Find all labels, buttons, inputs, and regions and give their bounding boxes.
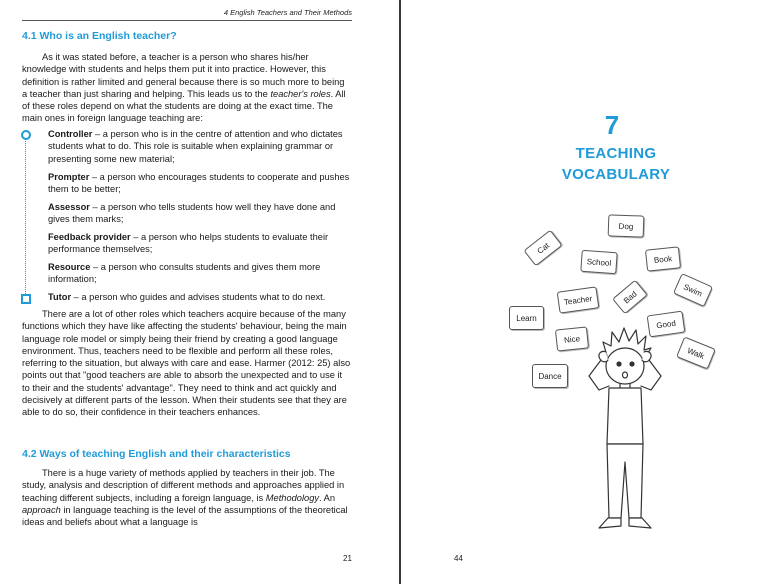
intro-paragraph: As it was stated before, a teacher is a person who shares his/her knowledge with students and helps them put it into practice. However, this definition is rather limited and general because there is so much more to being a teacher than just sharing and helping. This leads us to the teacher's roles. All of these roles depend on what the students are doing at the exact time. The main ones in foreign language teaching are: — [22, 52, 346, 124]
chapter-title-line1: TEACHING — [575, 145, 657, 162]
square-bullet-icon — [21, 294, 31, 304]
term-approach: approach — [22, 504, 61, 515]
word-card-walk: Walk — [676, 336, 716, 369]
word-card-bad: Bad — [612, 280, 648, 315]
roles-discussion-paragraph: There are a lot of other roles which teachers acquire because of the many functions which they have like affecting the students' behaviour, being the main language role model or simply being their friend by creating a good language environment. Thus, teachers need to be flexible and perform all these roles, referring to the situation, but always with care and ease. Harmer (2012: 25) also points out that "good teachers are able to absorb the unexpected and to use it to their and the students' advantage". They need to think and act quickly and decisively at different parts of the lesson. When their students see that they are able to do so, their confidence in their teachers enhances. — [22, 309, 351, 418]
page-number-left: 21 — [343, 554, 352, 563]
chapter-title — [531, 143, 701, 185]
boy-illustration — [579, 322, 671, 538]
role-item-controller: Controller – a person who is in the centre of attention and who dictates students what to do. This role is suitable when explaining grammar or presenting some new material; — [48, 129, 343, 164]
word-card-book: Book — [645, 246, 681, 271]
word-card-nice: Nice — [555, 326, 589, 351]
term-teachers-roles: teacher's roles — [270, 88, 331, 99]
word-card-cat: Cat — [523, 230, 562, 267]
chapter-title-line2: VOCABULARY — [561, 166, 671, 183]
term-methodology: Methodology — [265, 492, 320, 503]
role-item-prompter: Prompter – a person who encourages students to cooperate and pushes them to be better; — [48, 172, 350, 195]
word-card-good: Good — [647, 311, 686, 338]
word-card-dog: Dog — [608, 214, 645, 237]
word-card-teacher: Teacher — [557, 286, 600, 313]
role-item-assessor: Assessor – a person who tells students how well they have done and gives them marks; — [48, 202, 336, 225]
roles-dotted-rail — [25, 136, 26, 298]
section-heading-4-1: 4.1 Who is an English teacher? — [22, 30, 177, 42]
page-number-right: 44 — [454, 554, 463, 563]
chapter-number: 7 — [604, 110, 620, 140]
role-item-feedback-provider: Feedback provider – a person who helps students to evaluate their performance themselves; — [48, 232, 329, 255]
section-heading-4-2: 4.2 Ways of teaching English and their characteristics — [22, 448, 291, 460]
word-card-dance: Dance — [532, 364, 568, 388]
word-card-learn: Learn — [509, 306, 544, 330]
role-item-tutor: Tutor – a person who guides and advises students what to do next. — [48, 292, 326, 302]
role-item-resource: Resource – a person who consults students and gives them more information; — [48, 262, 321, 285]
methods-paragraph: There is a huge variety of methods applied by teachers in their job. The study, analysis and description of different methods and approaches applied in teaching different subjects, including a foreign language, is Methodology. An approach in language teaching is the level of the assumptions of the theoretical ideas and beliefs about what a language is — [22, 468, 348, 528]
circle-bullet-icon — [21, 130, 31, 140]
word-card-school: School — [580, 250, 617, 274]
running-header: 4 English Teachers and Their Methods — [22, 8, 352, 21]
word-card-swim: Swim — [673, 273, 713, 307]
right-page — [401, 0, 758, 584]
